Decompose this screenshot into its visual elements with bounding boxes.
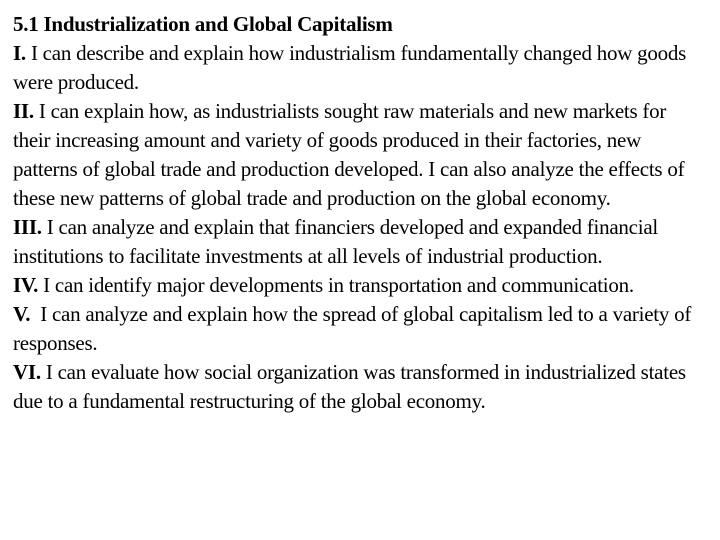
objective-3 <box>13 213 707 271</box>
objective-numeral: I. <box>13 41 26 65</box>
objective-text: I can identify major developments in transportation and communication. <box>38 273 634 297</box>
objective-text: I can analyze and explain how the spread of global capitalism led to a variety of responses. <box>13 302 697 355</box>
objective-text: I can describe and explain how industrialism fundamentally changed how goods were produced. <box>13 41 692 94</box>
objective-2 <box>13 97 707 213</box>
objective-6 <box>13 358 707 416</box>
objective-5 <box>13 300 707 358</box>
objective-text: I can analyze and explain that financiers developed and expanded financial institutions to facilitate investments at all levels of industrial production. <box>13 215 663 268</box>
objective-numeral: V. <box>13 302 31 326</box>
objective-text: I can evaluate how social organization was transformed in industrialized states due to a fundamental restructuring of the global economy. <box>13 360 691 413</box>
slide-content <box>13 10 707 416</box>
objective-numeral: III. <box>13 215 42 239</box>
objective-numeral: IV. <box>13 273 39 297</box>
objective-1 <box>13 39 707 97</box>
objective-text: I can explain how, as industrialists sought raw materials and new markets for their increasing amount and variety of goods produced in their factories, new patterns of global trade and production developed. I can also analyze the effects of these new patterns of global trade and production on the global economy. <box>13 99 690 210</box>
slide-title: 5.1 Industrialization and Global Capitalism <box>13 12 393 36</box>
objective-numeral: II. <box>13 99 34 123</box>
objective-4 <box>13 271 707 300</box>
objective-numeral: VI. <box>13 360 41 384</box>
